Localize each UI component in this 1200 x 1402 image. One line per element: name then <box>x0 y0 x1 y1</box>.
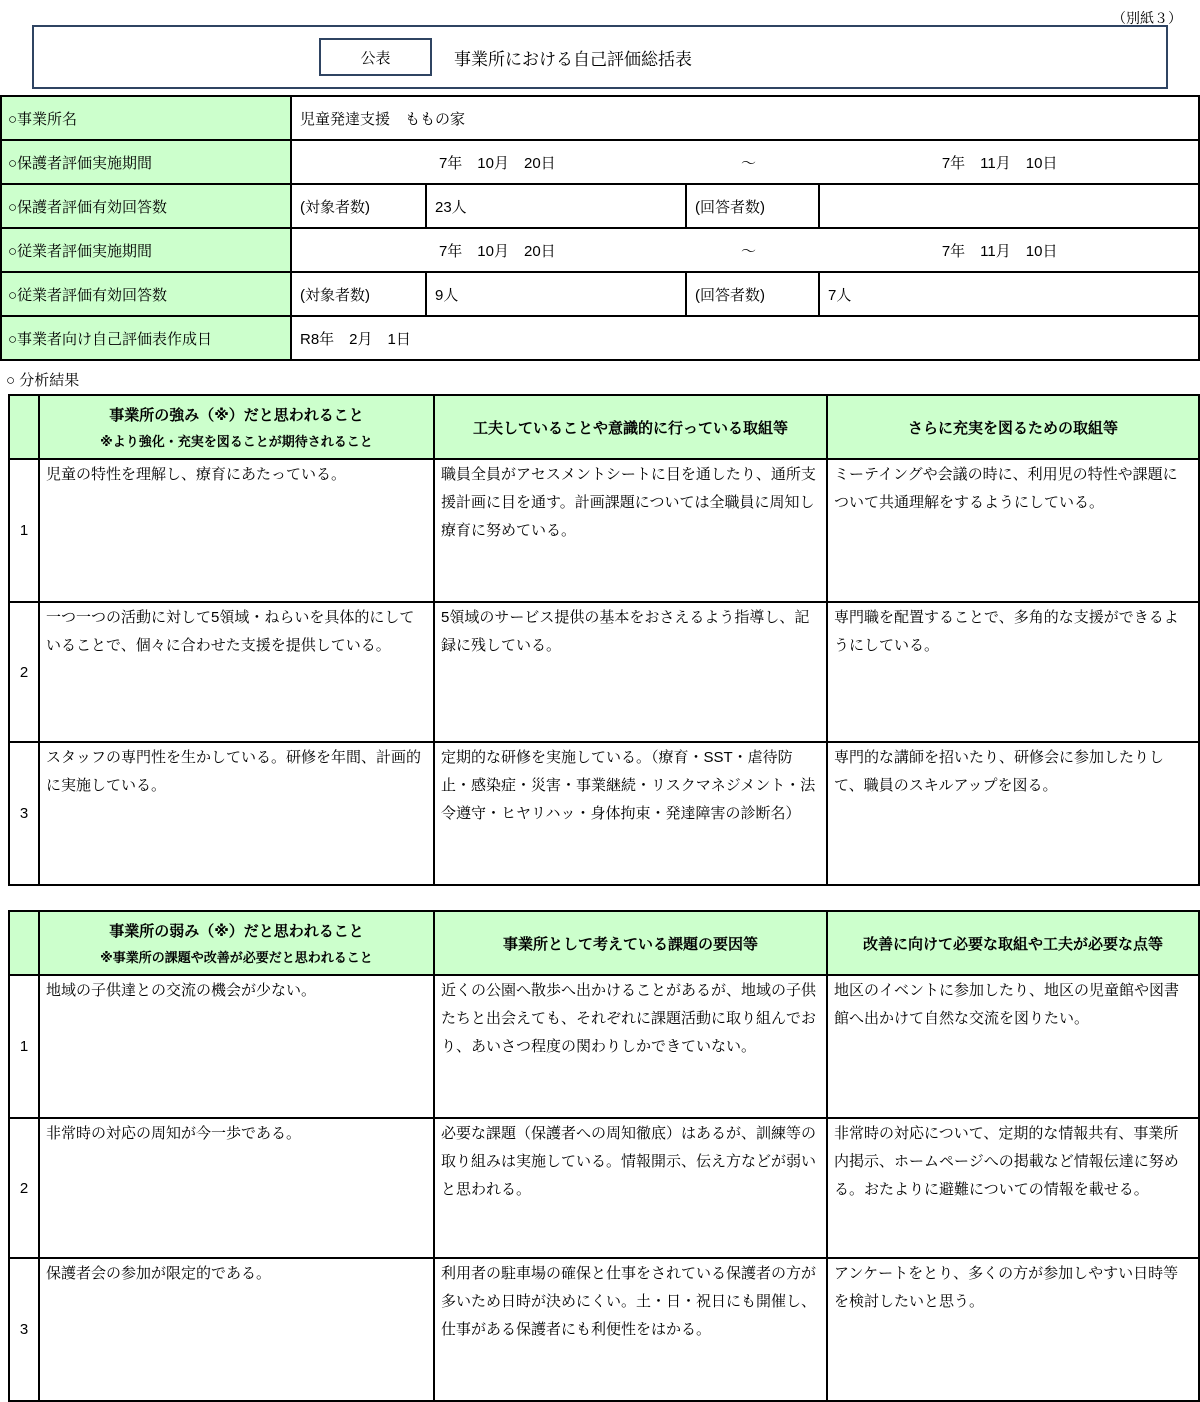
period-end: 7年 11月 10日 <box>941 242 1058 260</box>
respondent-count-value: 7人 <box>819 272 1199 316</box>
table-row <box>9 602 1199 742</box>
table-row <box>9 975 1199 1118</box>
improvement-cell: 地区のイベントに参加したり、地区の児童館や図書館へ出かけて自然な交流を図りたい。 <box>827 975 1199 1118</box>
row-label: ○従業者評価有効回答数 <box>1 272 291 316</box>
table-row <box>9 459 1199 602</box>
info-row-staff-period <box>1 228 1199 272</box>
respondent-count-label: (回答者数) <box>686 184 819 228</box>
strength-cell: 児童の特性を理解し、療育にあたっている。 <box>39 459 434 602</box>
cause-cell: 必要な課題（保護者への周知徹底）はあるが、訓練等の取り組みは実施している。情報開示、伝え方などが弱いと思われる。 <box>434 1118 827 1258</box>
row-number: 2 <box>9 1118 39 1258</box>
info-table <box>0 95 1200 361</box>
row-label: ○保護者評価有効回答数 <box>1 184 291 228</box>
period-tilde: ～ <box>740 242 756 260</box>
staff-period-cell <box>291 228 1199 272</box>
cause-cell: 利用者の駐車場の確保と仕事をされている保護者の方が多いため日時が決めにくい。土・日・祝日にも開催し、仕事がある保護者にも利便性をはかる。 <box>434 1258 827 1401</box>
row-label: ○事業所名 <box>1 96 291 140</box>
period-start: 7年 10月 20日 <box>438 242 556 260</box>
weakness-cell: 保護者会の参加が限定的である。 <box>39 1258 434 1401</box>
row-number: 1 <box>9 459 39 602</box>
info-row-office-name <box>1 96 1199 140</box>
target-count-label: (対象者数) <box>291 184 426 228</box>
period-start: 7年 10月 20日 <box>438 154 556 172</box>
weakness-cell: 非常時の対応の周知が今一歩である。 <box>39 1118 434 1258</box>
row-number: 2 <box>9 602 39 742</box>
period-tilde: ～ <box>740 154 756 172</box>
target-count-value: 23人 <box>426 184 686 228</box>
header-weakness-line2: ※事業所の課題や改善が必要だと思われること <box>100 950 373 965</box>
improvement-cell: アンケートをとり、多くの方が参加しやすい日時等を検討したいと思う。 <box>827 1258 1199 1401</box>
period-end: 7年 11月 10日 <box>941 154 1058 172</box>
row-label: ○事業者向け自己評価表作成日 <box>1 316 291 360</box>
office-name-value: 児童発達支援 ももの家 <box>291 96 1199 140</box>
table-row <box>9 1258 1199 1401</box>
header-enhancement: さらに充実を図るための取組等 <box>827 395 1199 459</box>
weakness-cell: 地域の子供達との交流の機会が少ない。 <box>39 975 434 1118</box>
header-weakness-line1: 事業所の弱み（※）だと思われること <box>109 923 364 940</box>
enhancement-cell: ミーテイングや会議の時に、利用児の特性や課題について共通理解をするようにしている。 <box>827 459 1199 602</box>
strengths-table <box>8 394 1200 886</box>
guardian-period-cell <box>291 140 1199 184</box>
info-row-staff-responses <box>1 272 1199 316</box>
header-no-cell <box>9 911 39 975</box>
enhancement-cell: 専門的な講師を招いたり、研修会に参加したりして、職員のスキルアップを図る。 <box>827 742 1199 885</box>
respondent-count-value <box>819 184 1199 228</box>
info-row-guardian-responses <box>1 184 1199 228</box>
enhancement-cell: 専門職を配置することで、多角的な支援ができるようにしている。 <box>827 602 1199 742</box>
header-strength <box>39 395 434 459</box>
respondent-count-label: (回答者数) <box>686 272 819 316</box>
strength-cell: 一つ一つの活動に対して5領域・ねらいを具体的にしていることで、個々に合わせた支援を提供している。 <box>39 602 434 742</box>
efforts-cell: 5領域のサービス提供の基本をおさえるよう指導し、記録に残している。 <box>434 602 827 742</box>
info-row-creation-date <box>1 316 1199 360</box>
header-weakness <box>39 911 434 975</box>
row-label: ○保護者評価実施期間 <box>1 140 291 184</box>
publish-stamp: 公表 <box>319 38 432 76</box>
header-no-cell <box>9 395 39 459</box>
header-cause: 事業所として考えている課題の要因等 <box>434 911 827 975</box>
target-count-value: 9人 <box>426 272 686 316</box>
table-spacer <box>0 886 1200 910</box>
page-title: 事業所における自己評価総括表 <box>454 49 692 69</box>
header-strength-line2: ※より強化・充実を図ることが期待されること <box>100 434 373 449</box>
header-improvement: 改善に向けて必要な取組や工夫が必要な点等 <box>827 911 1199 975</box>
row-number: 1 <box>9 975 39 1118</box>
title-box <box>32 25 1168 89</box>
efforts-cell: 定期的な研修を実施している。（療育・SST・虐待防止・感染症・災害・事業継続・リスクマネジメント・法令遵守・ヒヤリハッ・身体拘束・発達障害の診断名） <box>434 742 827 885</box>
weaknesses-table <box>8 910 1200 1402</box>
row-label: ○従業者評価実施期間 <box>1 228 291 272</box>
improvement-cell: 非常時の対応について、定期的な情報共有、事業所内掲示、ホームページへの掲載など情報伝達に努める。おたよりに避難についての情報を載せる。 <box>827 1118 1199 1258</box>
attachment-label: （別紙３） <box>1112 10 1182 26</box>
row-number: 3 <box>9 742 39 885</box>
header-efforts: 工夫していることや意識的に行っている取組等 <box>434 395 827 459</box>
info-row-guardian-period <box>1 140 1199 184</box>
row-number: 3 <box>9 1258 39 1401</box>
weaknesses-header-row <box>9 911 1199 975</box>
analysis-section-title: ○ 分析結果 <box>6 372 80 389</box>
header-strength-line1: 事業所の強み（※）だと思われること <box>109 407 364 424</box>
cause-cell: 近くの公園へ散歩へ出かけることがあるが、地域の子供たちと出会えても、それぞれに課題活動に取り組んでおり、あいさつ程度の関わりしかできていない。 <box>434 975 827 1118</box>
target-count-label: (対象者数) <box>291 272 426 316</box>
table-row <box>9 742 1199 885</box>
table-row <box>9 1118 1199 1258</box>
creation-date-value: R8年 2月 1日 <box>291 316 1199 360</box>
strengths-header-row <box>9 395 1199 459</box>
efforts-cell: 職員全員がアセスメントシートに目を通したり、通所支援計画に目を通す。計画課題については全職員に周知し療育に努めている。 <box>434 459 827 602</box>
strength-cell: スタッフの専門性を生かしている。研修を年間、計画的に実施している。 <box>39 742 434 885</box>
